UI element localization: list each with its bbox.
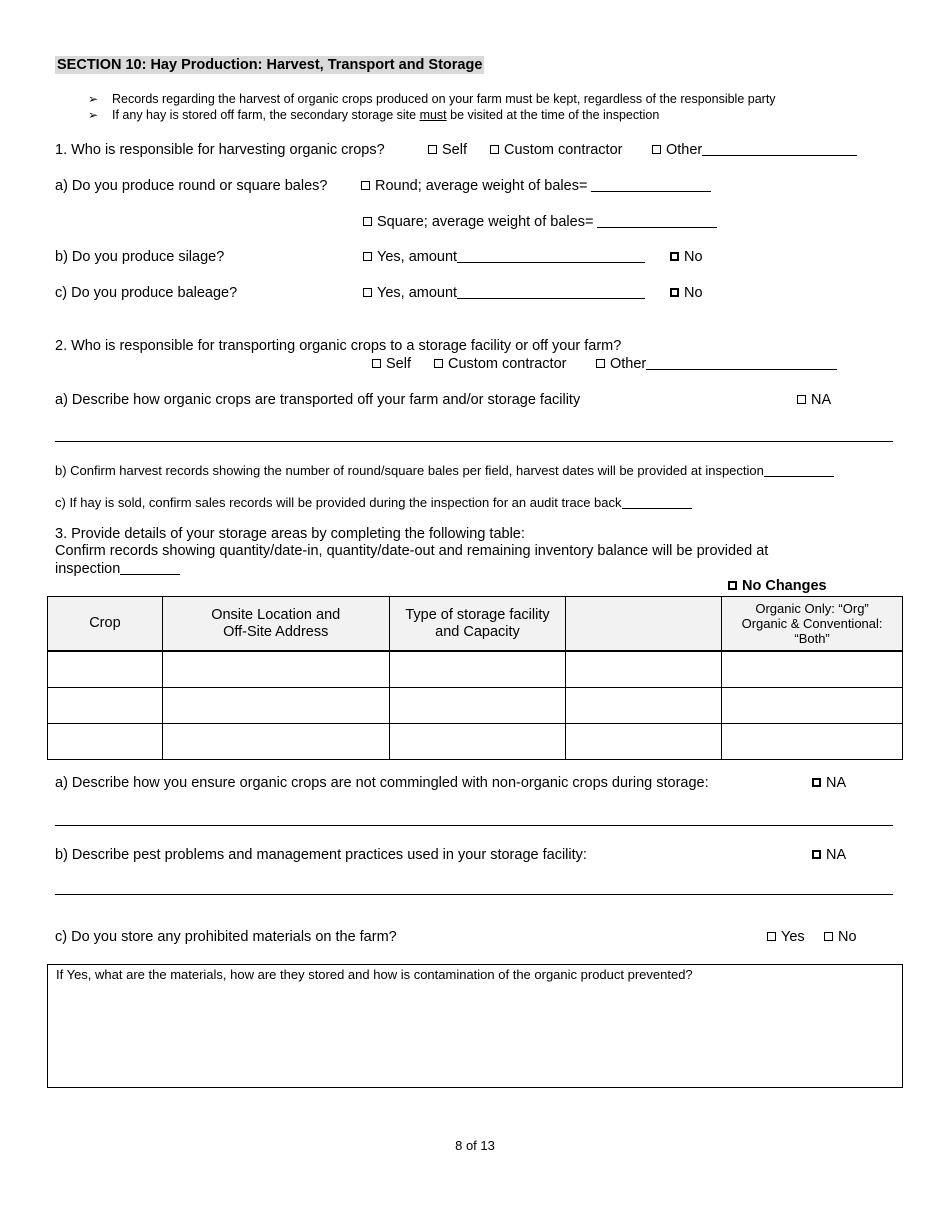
q3a-answer-line[interactable] — [55, 825, 893, 826]
q2b-text: b) Confirm harvest records showing the number of round/square bales per field, harvest dates will be provided at inspection — [55, 463, 764, 478]
q3c-option-yes[interactable] — [767, 929, 805, 945]
option-label: Yes, amount — [377, 285, 458, 301]
checkbox[interactable] — [812, 778, 821, 787]
table-cell[interactable] — [48, 688, 163, 724]
table-cell[interactable] — [722, 724, 903, 760]
col-status-line: Organic & Conventional: — [741, 616, 883, 631]
q3b-option-na[interactable] — [812, 847, 846, 863]
table-cell[interactable] — [162, 724, 389, 760]
table-cell[interactable] — [389, 688, 566, 724]
q1-question: 1. Who is responsible for harvesting organic crops? — [55, 142, 385, 158]
checkbox[interactable] — [372, 359, 381, 368]
storage-table — [47, 596, 903, 760]
option-label: Square; average weight of bales= — [377, 214, 594, 230]
checkbox[interactable] — [728, 581, 737, 590]
option-label: No Changes — [742, 578, 827, 594]
q3c-option-no[interactable] — [824, 929, 857, 945]
q1-other-field[interactable] — [702, 143, 857, 156]
option-label: No — [684, 249, 703, 265]
col-status-line: Organic Only: “Org” — [755, 601, 869, 616]
option-label: Other — [666, 142, 703, 158]
option-label: No — [838, 929, 857, 945]
bullet-item — [88, 107, 776, 123]
col-location-line: Onsite Location and — [211, 606, 341, 623]
col-type-line: Type of storage facility — [405, 606, 550, 623]
q2c-confirm-field[interactable] — [622, 496, 692, 509]
col-status-line: “Both” — [794, 631, 830, 646]
q1c-option-no[interactable] — [670, 285, 703, 301]
q1b-option-no[interactable] — [670, 249, 703, 265]
checkbox[interactable] — [596, 359, 605, 368]
q2-question: 2. Who is responsible for transporting organic crops to a storage facility or off your farm? — [55, 338, 622, 354]
q1-option-custom[interactable] — [490, 142, 622, 158]
prohibited-materials-box[interactable] — [47, 964, 903, 1088]
square-weight-field[interactable] — [597, 215, 717, 228]
baleage-amount-field[interactable] — [457, 286, 645, 299]
checkbox[interactable] — [652, 145, 661, 154]
page-number: 8 of 13 — [455, 1138, 495, 1153]
option-label: NA — [826, 775, 847, 791]
q1a-option-round[interactable] — [361, 178, 711, 194]
q3-instruction-cont — [55, 561, 180, 577]
q1b-question: b) Do you produce silage? — [55, 249, 225, 265]
option-label: Custom contractor — [504, 142, 623, 158]
table-cell[interactable] — [48, 651, 163, 688]
bullet-text: If any hay is stored off farm, the secondary storage site — [112, 108, 420, 122]
checkbox[interactable] — [363, 252, 372, 261]
q1-option-other[interactable] — [652, 142, 857, 158]
option-label: Self — [386, 356, 411, 372]
option-label: Self — [442, 142, 467, 158]
q2-option-custom[interactable] — [434, 356, 566, 372]
table-cell[interactable] — [162, 651, 389, 688]
no-changes-option[interactable] — [728, 578, 827, 594]
silage-amount-field[interactable] — [457, 250, 645, 263]
bullet-item: ➢ Records regarding the harvest of organic crops produced on your farm must be kept, regardless of the responsible party — [88, 91, 776, 107]
col-blank — [566, 597, 722, 652]
option-label: Yes, amount — [377, 249, 458, 265]
prohibited-materials-prompt: If Yes, what are the materials, how are they stored and how is contamination of the organic product prevented? — [56, 967, 693, 982]
table-cell[interactable] — [722, 651, 903, 688]
q2a-answer-line[interactable] — [55, 441, 893, 442]
table-cell[interactable] — [389, 651, 566, 688]
q2c-text: c) If hay is sold, confirm sales records will be provided during the inspection for an audit trace back — [55, 495, 622, 510]
option-label: Custom contractor — [448, 356, 567, 372]
col-location-line: Off-Site Address — [223, 623, 329, 640]
table-cell[interactable] — [162, 688, 389, 724]
q2-option-other[interactable] — [596, 356, 837, 372]
q3-question: 3. Provide details of your storage areas by completing the following table: — [55, 526, 525, 542]
table-cell[interactable] — [566, 688, 722, 724]
option-label: No — [684, 285, 703, 301]
section-title: SECTION 10: Hay Production: Harvest, Transport and Storage — [57, 57, 483, 73]
col-organic-status — [722, 597, 903, 652]
checkbox[interactable] — [670, 288, 679, 297]
q3c-question: c) Do you store any prohibited materials on the farm? — [55, 929, 397, 945]
checkbox[interactable] — [363, 288, 372, 297]
table-cell[interactable] — [48, 724, 163, 760]
q1a-question: a) Do you produce round or square bales? — [55, 178, 328, 194]
option-label: Yes — [781, 929, 805, 945]
table-row — [48, 651, 903, 688]
table-row — [48, 688, 903, 724]
q1c-option-yes[interactable] — [363, 285, 645, 301]
bullet-emphasis: must — [419, 108, 447, 122]
table-row — [48, 724, 903, 760]
col-storage-type — [389, 597, 566, 652]
q2c-question — [55, 495, 692, 510]
checkbox[interactable] — [361, 181, 370, 190]
q2a-question: a) Describe how organic crops are transported off your farm and/or storage facility — [55, 392, 581, 408]
q3-inspection-label: inspection — [55, 561, 121, 577]
q1-option-self[interactable] — [428, 142, 467, 158]
q2-option-self[interactable] — [372, 356, 411, 372]
bullet-text: be visited at the time of the inspection — [446, 108, 660, 122]
q1c-question: c) Do you produce baleage? — [55, 285, 238, 301]
q3b-answer-line[interactable] — [55, 894, 893, 895]
checkbox[interactable] — [670, 252, 679, 261]
table-cell[interactable] — [389, 724, 566, 760]
col-type-line: and Capacity — [435, 623, 520, 640]
q1b-option-yes[interactable] — [363, 249, 645, 265]
q3a-question: a) Describe how you ensure organic crops are not commingled with non-organic crops during storage: — [55, 775, 709, 791]
checkbox[interactable] — [797, 395, 806, 404]
option-label: NA — [811, 392, 832, 408]
q3b-question: b) Describe pest problems and management practices used in your storage facility: — [55, 847, 587, 863]
col-crop: Crop — [48, 597, 163, 652]
checkbox[interactable] — [428, 145, 437, 154]
q1a-option-square[interactable] — [363, 214, 717, 230]
table-cell[interactable] — [722, 688, 903, 724]
checkbox[interactable] — [824, 932, 833, 941]
q3-instruction: Confirm records showing quantity/date-in, quantity/date-out and remaining inventory balance will be provided at — [55, 543, 769, 559]
q2a-option-na[interactable] — [797, 392, 831, 408]
q2-other-field[interactable] — [646, 357, 837, 370]
q2b-confirm-field[interactable] — [764, 464, 834, 477]
checkbox[interactable] — [767, 932, 776, 941]
option-label: NA — [826, 847, 847, 863]
checkbox[interactable] — [490, 145, 499, 154]
option-label: Round; average weight of bales= — [375, 178, 588, 194]
option-label: Other — [610, 356, 647, 372]
round-weight-field[interactable] — [591, 179, 711, 192]
checkbox[interactable] — [363, 217, 372, 226]
checkbox[interactable] — [812, 850, 821, 859]
col-location — [162, 597, 389, 652]
table-cell[interactable] — [566, 651, 722, 688]
instruction-bullets — [88, 91, 776, 123]
q2b-question — [55, 463, 834, 478]
table-cell[interactable] — [566, 724, 722, 760]
q3a-option-na[interactable] — [812, 775, 846, 791]
checkbox[interactable] — [434, 359, 443, 368]
q3-confirm-field[interactable] — [120, 562, 180, 575]
